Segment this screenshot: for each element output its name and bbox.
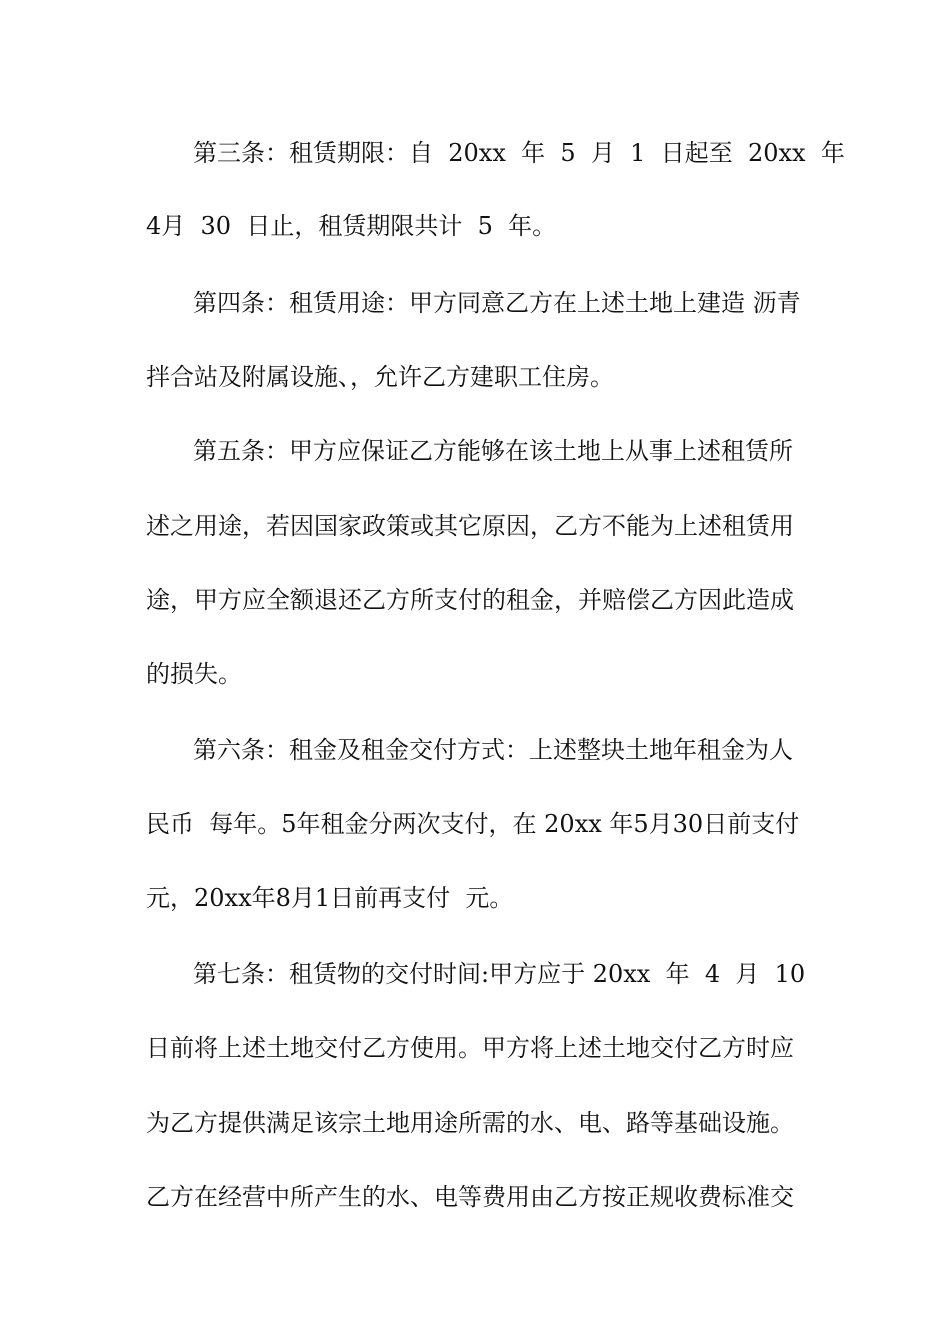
text-line: 第三条：租赁期限：自 20xx 年 5 月 1 日起至 20xx 年 (193, 139, 845, 167)
text-line: 拌合站及附属设施、，允许乙方建职工住房。 (146, 363, 614, 391)
text-line: 第四条：租赁用途：甲方同意乙方在上述土地上建造 沥青 (193, 289, 801, 317)
text-line: 4月 30 日止，租赁期限共计 5 年。 (146, 212, 557, 240)
text-line: 的损失。 (146, 660, 242, 688)
text-line: 第五条：甲方应保证乙方能够在该土地上从事上述租赁所 (193, 437, 793, 465)
text-line: 为乙方提供满足该宗土地用途所需的水、电、路等基础设施。 (146, 1109, 794, 1137)
text-line: 述之用途，若因国家政策或其它原因，乙方不能为上述租赁用 (146, 512, 794, 540)
text-line: 民币 每年。5年租金分两次支付，在 20xx 年5月30日前支付 (146, 810, 800, 838)
text-line: 途，甲方应全额退还乙方所支付的租金，并赔偿乙方因此造成 (146, 586, 794, 614)
text-line: 元，20xx年8月1日前再支付 元。 (146, 884, 514, 912)
text-line: 日前将上述土地交付乙方使用。甲方将上述土地交付乙方时应 (146, 1034, 794, 1062)
text-line: 第六条：租金及租金交付方式：上述整块土地年租金为人 (193, 736, 793, 764)
text-line: 乙方在经营中所产生的水、电等费用由乙方按正规收费标准交 (146, 1183, 794, 1211)
text-line: 第七条：租赁物的交付时间:甲方应于 20xx 年 4 月 10 (193, 960, 806, 988)
